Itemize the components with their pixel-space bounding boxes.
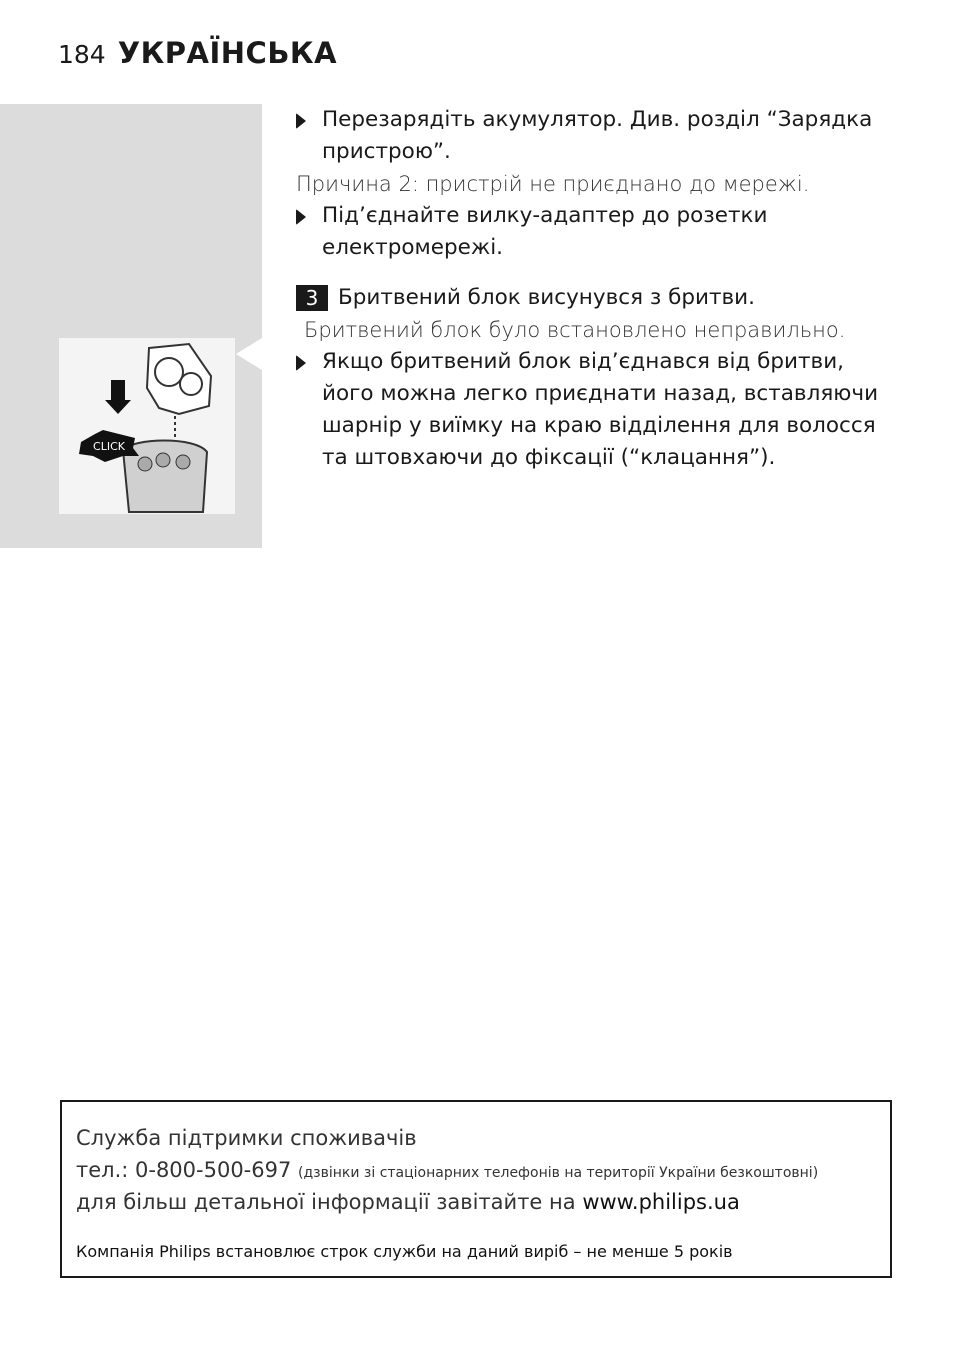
- page-number: 184: [58, 40, 106, 69]
- support-info-box: [60, 1100, 892, 1278]
- cause-text: Причина 2: пристрій не приєднано до мережі.: [296, 172, 810, 196]
- section-title: УКРАЇНСЬКА: [117, 36, 338, 70]
- bullet-text: Під’єднайте вилку-адаптер до розетки електромережі.: [322, 203, 768, 260]
- support-phone: [76, 1158, 818, 1182]
- website-link[interactable]: www.philips.ua: [582, 1190, 740, 1214]
- list-item: [296, 346, 896, 474]
- panel-notch: [236, 338, 262, 370]
- phone-number: тел.: 0-800-500-697: [76, 1158, 292, 1182]
- warranty-text: Компанія Philips встановлює строк служби на даний виріб – не менше 5 років: [76, 1242, 733, 1261]
- bullet-text: Перезарядіть акумулятор. Див. розділ “Зарядка пристрою”.: [322, 107, 873, 164]
- step-title: Бритвений блок висунувся з бритви.: [338, 285, 755, 310]
- bullet-icon: [296, 346, 322, 371]
- step-number: 3: [296, 285, 328, 311]
- bullet-icon: [296, 200, 322, 225]
- list-item: [296, 200, 896, 264]
- shaver-illustration: [59, 338, 235, 514]
- support-title: Служба підтримки споживачів: [76, 1126, 417, 1150]
- click-label: CLICK: [93, 440, 125, 453]
- main-content: [296, 104, 896, 474]
- step-heading: [296, 282, 896, 314]
- shaver-drawing: [59, 338, 235, 514]
- support-website-line: [76, 1190, 740, 1214]
- bullet-text: Якщо бритвений блок від’єднався від бритви, його можна легко приєднати назад, вставляючи шарнір у виїмку на краю відділення для волосся та штовхаючи до фіксації (“клацання”).: [322, 349, 879, 470]
- more-info-text: для більш детальної інформації завітайте на: [76, 1190, 576, 1214]
- page-header: [58, 36, 337, 70]
- cause-text: Бритвений блок було встановлено неправильно.: [304, 318, 846, 342]
- bullet-icon: [296, 104, 322, 129]
- phone-note: (дзвінки зі стаціонарних телефонів на території України безкоштовні): [298, 1165, 819, 1181]
- list-item: [296, 104, 896, 168]
